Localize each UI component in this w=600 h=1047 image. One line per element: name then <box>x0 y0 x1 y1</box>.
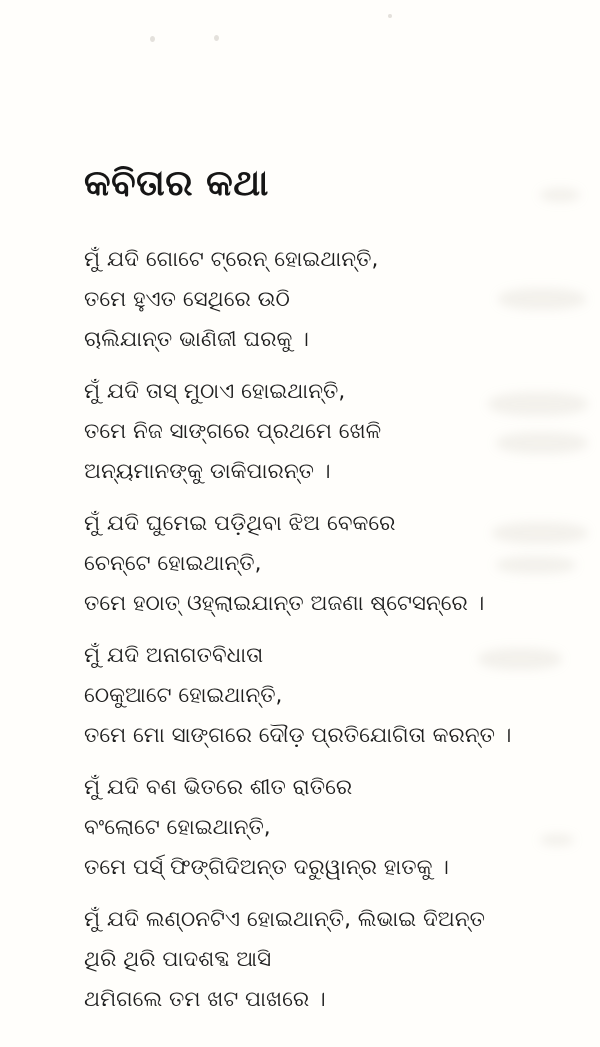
scan-speck <box>150 36 155 42</box>
poem-line: ଚେନ୍‌ଟେ ହୋଇଥାନ୍ତି, <box>84 551 262 576</box>
stanza-4 <box>84 636 554 756</box>
poem-line: ବଂଲୋଟେ ହୋଇଥାନ୍ତି, <box>84 815 271 840</box>
stanza-3 <box>84 504 554 624</box>
poem-line: ଥମିଗଲେ ତମ ଖଟ ପାଖରେ । <box>84 987 326 1012</box>
poem-line: ଥିରି ଥିରି ପାଦଶବ୍ଦ ଆସି <box>84 947 272 972</box>
poem-line: ତମେ ହୁଏତ ସେଥିରେ ଉଠି <box>84 287 290 312</box>
poem-line: ଅନ୍ୟମାନଙ୍କୁ ଡାକିପାରନ୍ତ । <box>84 459 331 484</box>
poem-line: ଚାଲିଯାନ୍ତ ଭାଣିଜୀ ଘରକୁ । <box>84 327 309 352</box>
poem-title: କବିତାର କଥା <box>84 163 269 204</box>
stanza-6 <box>84 900 554 1020</box>
poem-line: ତମେ ପର୍ସ୍ ଫିଙ୍ଗିଦିଅନ୍ତ ଦରୁୱାନ୍‌ର ହାତକୁ । <box>84 855 449 880</box>
poem-line: ମୁଁ ଯଦି ବଣ ଭିତରେ ଶୀତ ରାତିରେ <box>84 775 353 800</box>
poem-line: ତମେ ହଠାତ୍ ଓହ୍ଲାଇଯାନ୍ତ ଅଜଣା ଷ୍ଟେସନ୍‌ରେ । <box>84 591 485 616</box>
poem-line: ମୁଁ ଯଦି ତାସ୍ ମୁଠାଏ ହୋଇଥାନ୍ତି, <box>84 379 346 404</box>
poem-line: ଠେକୁଆଟେ ହୋଇଥାନ୍ତି, <box>84 683 283 708</box>
poem-line: ତମେ ନିଜ ସାଙ୍ଗରେ ପ୍ରଥମେ ଖେଳି <box>84 419 382 444</box>
stanza-5 <box>84 768 554 888</box>
poem-line: ତମେ ମୋ ସାଙ୍ଗରେ ଦୌଡ଼ ପ୍ରତିଯୋଗିତା କରନ୍ତ । <box>84 723 512 748</box>
poem-line: ମୁଁ ଯଦି ଗୋଟେ ଟ୍ରେନ୍ ହୋଇଥାନ୍ତି, <box>84 247 379 272</box>
poem-body <box>84 240 554 1032</box>
poem-line: ମୁଁ ଯଦି ଅନାଗତବିଧାତା <box>84 643 264 668</box>
stanza-2 <box>84 372 554 492</box>
poem-line: ମୁଁ ଯଦି ଘୁମେଇ ପଡ଼ିଥିବା ଝିଅ ବେକରେ <box>84 511 396 536</box>
stanza-1 <box>84 240 554 360</box>
page-showthrough <box>540 188 580 202</box>
scan-speck <box>388 14 392 18</box>
scan-speck <box>214 35 219 41</box>
poem-line: ମୁଁ ଯଦି ଲଣ୍ଠନଟିଏ ହୋଇଥାନ୍ତି, ଲିଭାଇ ଦିଅନ୍ତ <box>84 907 485 932</box>
